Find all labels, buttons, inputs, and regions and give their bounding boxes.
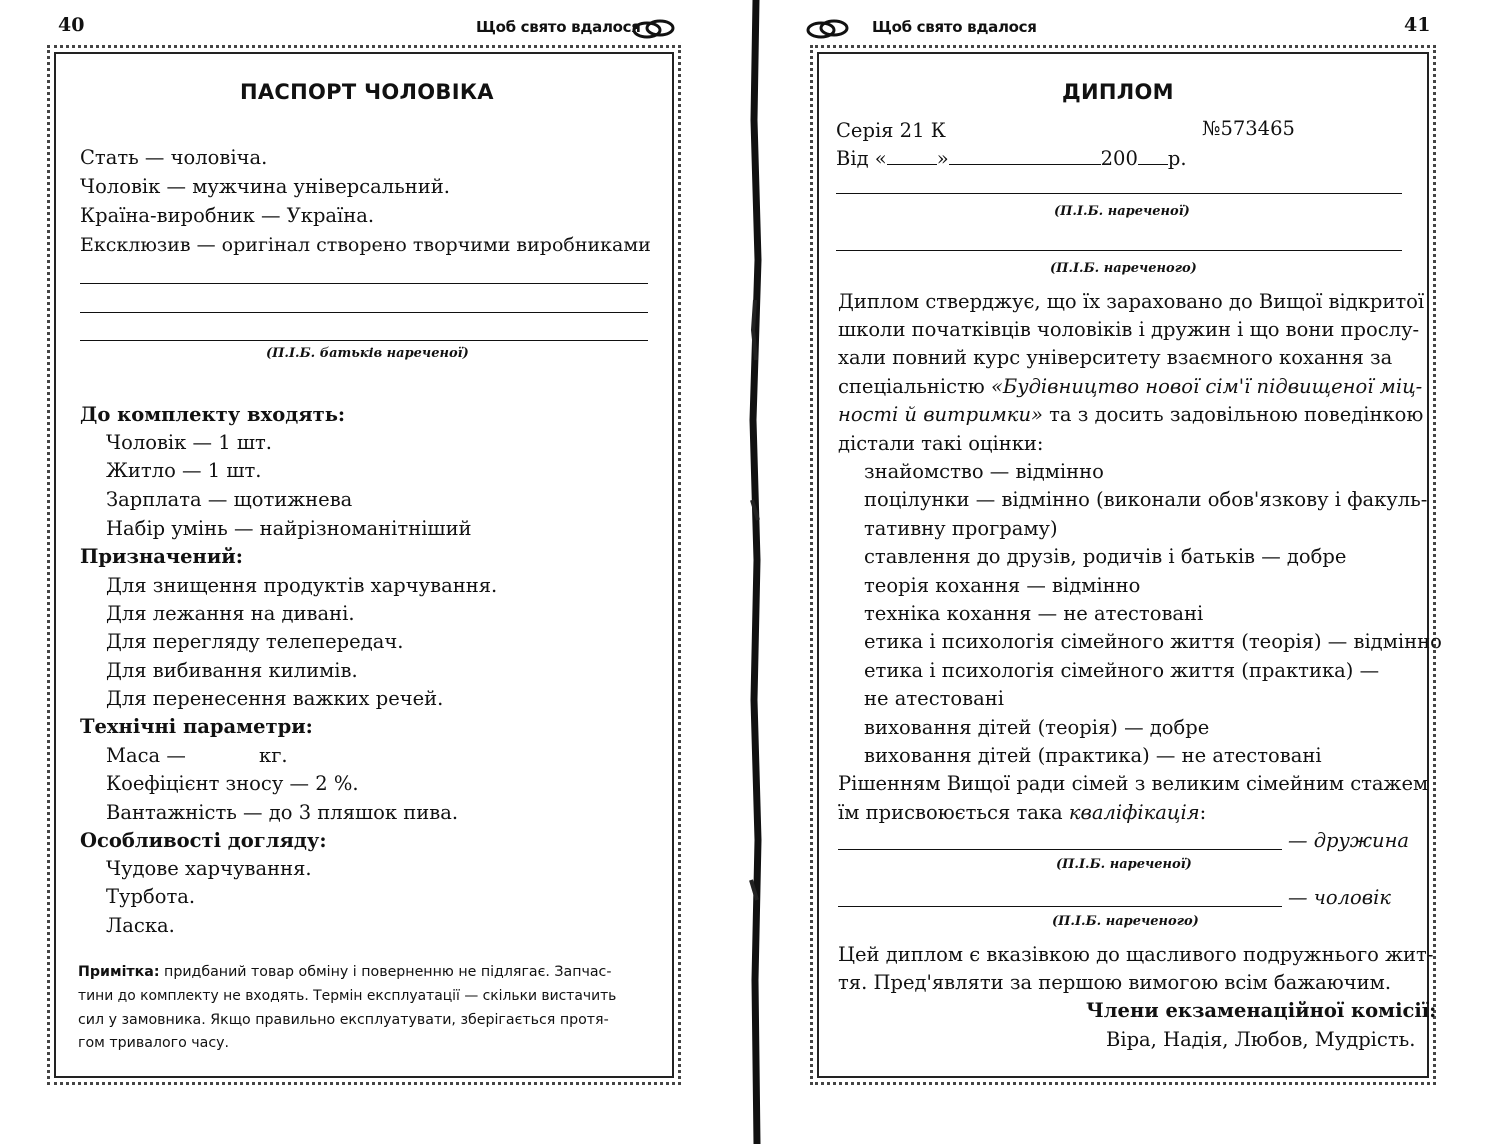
intro-line: Ексклюзив — оригінал створено творчими виробниками bbox=[80, 234, 651, 256]
body-text: їм присвоюється така bbox=[838, 801, 1069, 824]
body-line: Диплом стверджує, що їх зараховано до Вищої відкритої bbox=[838, 290, 1425, 313]
body-line: хали повний курс університету взаємного кохання за bbox=[838, 346, 1393, 369]
page-number: 41 bbox=[1404, 14, 1431, 36]
qualification-word: кваліфікація bbox=[1068, 801, 1200, 824]
note-line: гом тривалого часу. bbox=[78, 1035, 230, 1051]
body-line: Рішенням Вищої ради сімей з великим сімейним стажем bbox=[838, 772, 1429, 795]
blank-line bbox=[838, 906, 1282, 907]
body-text: спеціальністю bbox=[838, 375, 985, 398]
date-year: 200 bbox=[1100, 147, 1138, 170]
list-item: Чудове харчування. bbox=[106, 857, 312, 880]
intro-line: Стать — чоловіча. bbox=[80, 146, 268, 169]
body-line bbox=[838, 377, 1422, 397]
intro-line: Країна-виробник — Україна. bbox=[80, 204, 375, 227]
date-mid: » bbox=[936, 147, 949, 170]
groom-caption: (П.І.Б. нареченого) bbox=[1050, 261, 1197, 276]
body-line: школи початківців чоловіків і дружин і що вони прослу- bbox=[838, 318, 1420, 341]
page-title: ДИПЛОМ bbox=[1062, 80, 1174, 104]
section-heading: Технічні параметри: bbox=[80, 715, 313, 738]
grade-item: етика і психологія сімейного життя (теорія) — відмінно bbox=[864, 630, 1442, 653]
blank-line bbox=[838, 849, 1282, 850]
list-item: Коефіцієнт зносу — 2 %. bbox=[106, 772, 359, 795]
specialty-text: «Будівництво нової сім'ї підвищеної міц- bbox=[991, 375, 1423, 398]
note-label: Примітка: bbox=[78, 964, 160, 980]
parents-caption: (П.І.Б. батьків нареченої) bbox=[266, 346, 469, 361]
grade-item: виховання дітей (практика) — не атестовані bbox=[864, 744, 1322, 767]
page-number: 40 bbox=[58, 14, 85, 36]
list-item: Зарплата — щотижнева bbox=[106, 488, 353, 511]
list-item: Для лежання на дивані. bbox=[106, 602, 355, 625]
list-item: Житло — 1 шт. bbox=[106, 459, 262, 482]
intro-line: Чоловік — мужчина універсальний. bbox=[80, 175, 450, 198]
grade-item: не атестовані bbox=[864, 687, 1004, 710]
body-line bbox=[838, 803, 1206, 823]
list-item: Для перенесення важких речей. bbox=[106, 687, 444, 710]
list-item: Турбота. bbox=[106, 885, 196, 908]
section-heading: Призначений: bbox=[80, 545, 243, 568]
closing-line: тя. Пред'являти за першою вимогою всім бажаючим. bbox=[838, 971, 1392, 994]
grade-item: етика і психологія сімейного життя (практика) — bbox=[864, 659, 1380, 682]
grade-item: виховання дітей (теорія) — добре bbox=[864, 716, 1210, 739]
note-line: тини до комплекту не входять. Термін експлуатації — скільки вистачить bbox=[78, 988, 617, 1004]
page-title: ПАСПОРТ ЧОЛОВІКА bbox=[240, 80, 494, 104]
list-item: Набір умінь — найрізноманітніший bbox=[106, 517, 472, 540]
note-text: придбаний товар обміну і поверненню не підлягає. Запчас- bbox=[164, 964, 612, 980]
blank-line bbox=[80, 283, 648, 284]
blank-line bbox=[836, 193, 1402, 194]
grade-item: техніка кохання — не атестовані bbox=[864, 602, 1204, 625]
list-item: Ласка. bbox=[106, 914, 175, 937]
list-item: Для перегляду телепередач. bbox=[106, 630, 404, 653]
mass-unit: кг. bbox=[259, 744, 288, 767]
body-text: : bbox=[1199, 801, 1207, 824]
grade-item: теорія кохання — відмінно bbox=[864, 574, 1141, 597]
section-heading: До комплекту входять: bbox=[80, 403, 346, 426]
list-item: Вантажність — до 3 пляшок пива. bbox=[106, 801, 459, 824]
running-head: Щоб свято вдалося bbox=[872, 18, 1037, 36]
body-line: дістали такі оцінки: bbox=[838, 432, 1044, 455]
body-text: та з досить задовільною поведінкою bbox=[1042, 403, 1424, 426]
left-page bbox=[0, 0, 740, 1144]
list-item: Для знищення продуктів харчування. bbox=[106, 574, 498, 597]
note-line bbox=[78, 965, 611, 979]
blank-line bbox=[836, 250, 1402, 251]
commission-members: Віра, Надія, Любов, Мудрість. bbox=[1106, 1028, 1416, 1051]
series: Серія 21 К bbox=[836, 119, 946, 142]
diploma-number: №573465 bbox=[1202, 117, 1295, 140]
section-heading: Особливості догляду: bbox=[80, 829, 327, 852]
grade-item: знайомство — відмінно bbox=[864, 460, 1104, 483]
blank-line bbox=[80, 312, 648, 313]
specialty-text: ності й витримки» bbox=[838, 403, 1043, 426]
wedding-rings-icon bbox=[804, 16, 852, 42]
date-suffix: р. bbox=[1167, 147, 1187, 170]
note-line: сил у замовника. Якщо правильно експлуатувати, зберігається протя- bbox=[78, 1012, 609, 1028]
date-prefix: Від « bbox=[836, 147, 887, 170]
grade-item: ставлення до друзів, родичів і батьків — добре bbox=[864, 545, 1347, 568]
running-head: Щоб свято вдалося bbox=[476, 18, 641, 36]
body-line bbox=[838, 405, 1423, 425]
wedding-rings-icon bbox=[630, 16, 678, 42]
husband-label: — чоловік bbox=[1288, 886, 1391, 909]
groom-caption: (П.І.Б. нареченого) bbox=[1052, 914, 1199, 929]
grade-item: тативну програму) bbox=[864, 517, 1058, 540]
wife-label: — дружина bbox=[1288, 829, 1410, 852]
list-item: Чоловік — 1 шт. bbox=[106, 431, 272, 454]
blank-line bbox=[80, 340, 648, 341]
list-item: Маса — bbox=[106, 744, 186, 767]
list-item: Для вибивання килимів. bbox=[106, 659, 358, 682]
grade-item: поцілунки — відмінно (виконали обов'язкову і факуль- bbox=[864, 488, 1428, 511]
closing-line: Цей диплом є вказівкою до щасливого подружнього жит- bbox=[838, 943, 1434, 966]
bride-caption: (П.І.Б. нареченої) bbox=[1054, 204, 1190, 219]
bride-caption: (П.І.Б. нареченої) bbox=[1056, 857, 1192, 872]
date-line bbox=[836, 149, 1187, 169]
right-page bbox=[760, 0, 1500, 1144]
commission-heading: Члени екзаменаційної комісії: bbox=[1086, 999, 1437, 1022]
